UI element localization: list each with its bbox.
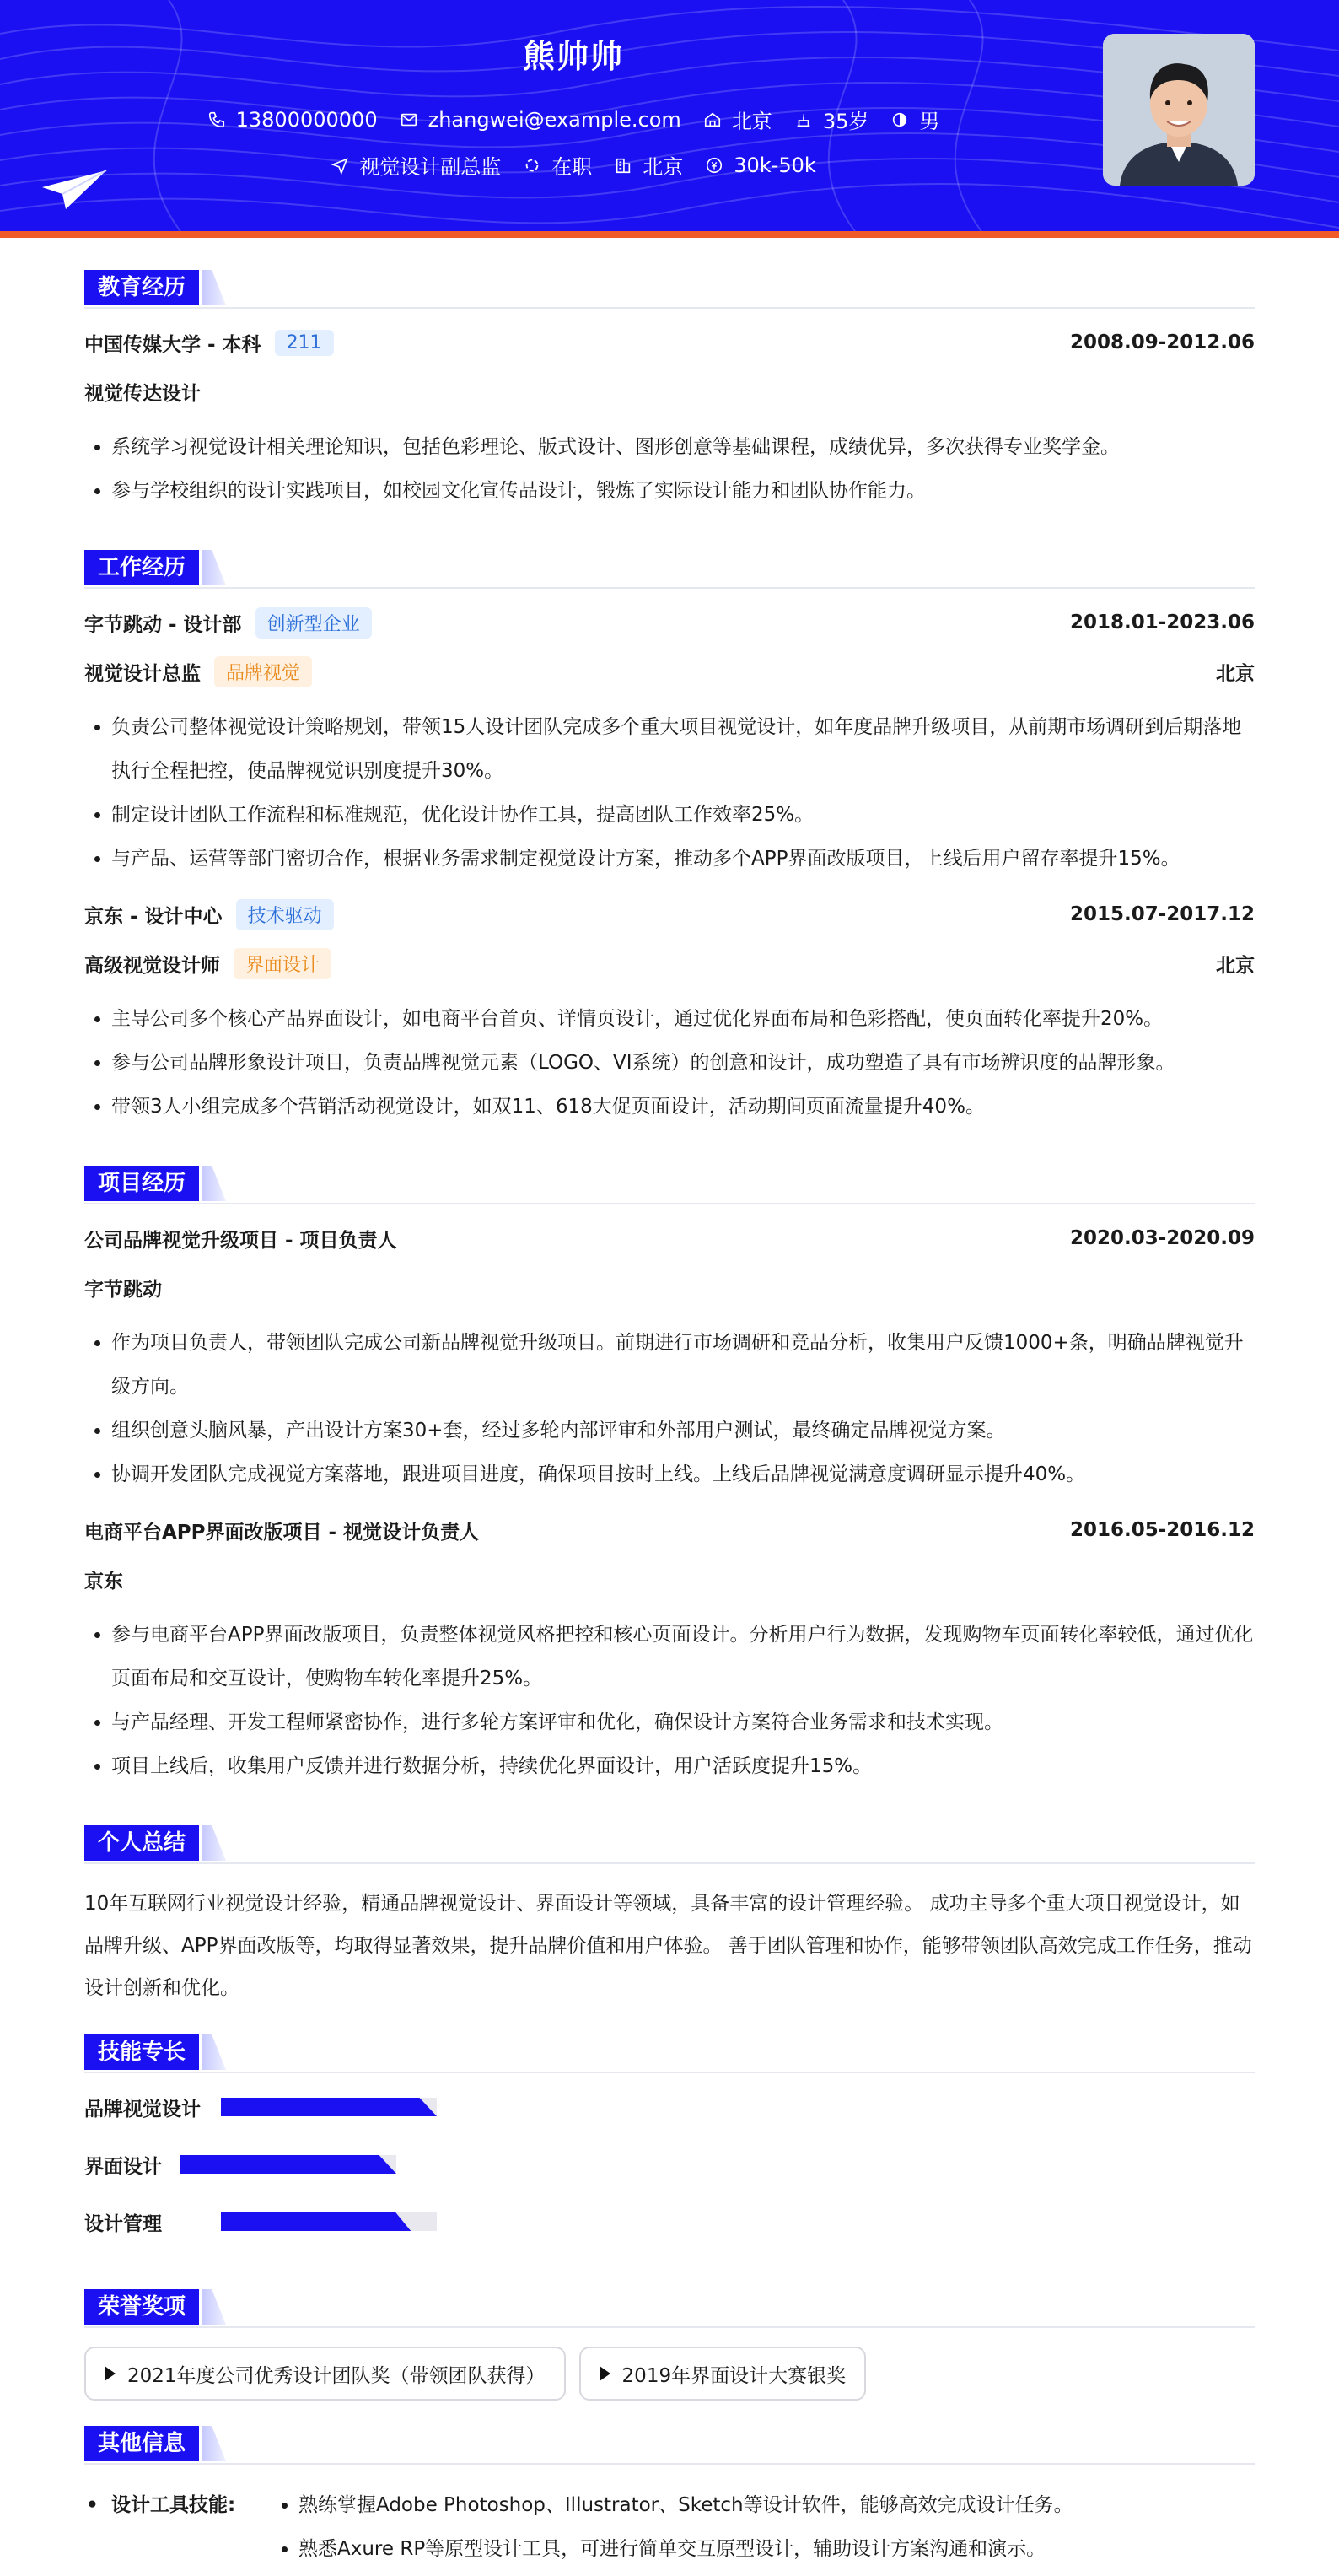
contact-row <box>0 105 1147 134</box>
phone-text: 13800000000 <box>235 107 378 132</box>
gender-icon <box>890 110 909 129</box>
list-item: • 系统学习视觉设计相关理论知识，包括色彩理论、版式设计、图形创意等基础课程，成绩优异，多次获得专业奖学金。 <box>111 425 1255 469</box>
company-tag: 创新型企业 <box>255 607 372 639</box>
job-date: 2015.07-2017.12 <box>1069 903 1255 925</box>
skill-bar-fill <box>180 2155 396 2174</box>
project-bullets <box>84 1613 1255 1788</box>
project-row <box>84 1223 1255 1253</box>
salary-icon <box>705 156 723 175</box>
awards-section <box>84 2289 1255 2401</box>
skill-item <box>84 2207 683 2237</box>
paper-plane-icon <box>40 169 108 211</box>
list-item: • 协调开发团队完成视觉方案落地，跟进项目进度，确保项目按时上线。上线后品牌视觉满意度调研显示提升40%。 <box>111 1452 1255 1496</box>
project-bullets <box>84 1321 1255 1496</box>
project-org: 字节跳动 <box>84 1278 162 1301</box>
phone-info <box>207 108 378 132</box>
role-tag: 界面设计 <box>234 948 331 979</box>
section-title-tail <box>202 2289 226 2325</box>
section-title-other: 其他信息 <box>84 2426 199 2461</box>
project-date: 2020.03-2020.09 <box>1069 1227 1255 1249</box>
job-role: 高级视觉设计师 <box>84 954 220 977</box>
section-header <box>84 2426 1255 2465</box>
school-tag: 211 <box>275 330 334 356</box>
project-row <box>84 1515 1255 1545</box>
company-tag: 技术驱动 <box>236 899 334 930</box>
city-info <box>703 105 772 134</box>
salary-info <box>705 154 816 177</box>
section-header <box>84 270 1255 309</box>
major: 视觉传达设计 <box>84 382 201 405</box>
position-info <box>331 150 501 180</box>
section-title-tail <box>202 1166 226 1201</box>
other-section <box>84 2426 1255 2571</box>
project-section <box>84 1166 1255 1788</box>
salary-text: 30k-50k <box>734 153 816 177</box>
tool-skills-label: • 设计工具技能: <box>84 2483 272 2571</box>
section-title-tail <box>202 2426 226 2461</box>
position-text: 视觉设计副总监 <box>359 155 502 179</box>
list-item: • 参与电商平台APP界面改版项目，负责整体视觉风格把控和核心页面设计。分析用户行为数据，发现购物车页面转化率较低，通过优化页面布局和交互设计，使购物车转化率提升25%。 <box>111 1613 1255 1700</box>
project-name: 电商平台APP界面改版项目 - 视觉设计负责人 <box>84 1521 480 1544</box>
job-role: 视觉设计总监 <box>84 662 201 685</box>
section-title-tail <box>202 1825 226 1861</box>
age-icon <box>794 110 813 129</box>
avatar <box>1103 34 1255 186</box>
play-triangle-icon <box>600 2366 610 2381</box>
building-icon <box>614 156 632 175</box>
list-item: • 主导公司多个核心产品界面设计，如电商平台首页、详情页设计，通过优化界面布局和色彩搭配，使页面转化率提升20%。 <box>111 997 1255 1041</box>
avatar-portrait <box>1103 34 1255 186</box>
skill-item <box>84 2092 683 2122</box>
resume-body <box>84 270 1255 2571</box>
role-tag: 品牌视觉 <box>214 656 312 687</box>
skill-bar <box>221 2212 437 2231</box>
summary-section <box>84 1825 1255 2009</box>
project-date: 2016.05-2016.12 <box>1069 1519 1255 1541</box>
section-title-tail <box>202 2034 226 2070</box>
job-date: 2018.01-2023.06 <box>1069 612 1255 633</box>
job-company-row <box>84 899 1255 930</box>
work-city-info <box>614 150 683 180</box>
city-text: 北京 <box>731 110 772 133</box>
award-text: 2021年度公司优秀设计团队奖（带领团队获得） <box>127 2364 546 2387</box>
award-chip <box>84 2347 566 2401</box>
home-icon <box>703 110 722 129</box>
status-info <box>523 150 592 180</box>
gender-info <box>890 105 939 134</box>
tool-skills <box>84 2483 1255 2571</box>
company-name: 京东 - 设计中心 <box>84 905 223 928</box>
skills-list <box>84 2092 1255 2264</box>
section-title-tail <box>202 270 226 305</box>
gender-text: 男 <box>919 110 940 133</box>
list-item: • 带领3人小组完成多个营销活动视觉设计，如双11、618大促页面设计，活动期间页面流量提升40%。 <box>111 1085 1255 1129</box>
job-city: 北京 <box>1216 954 1255 977</box>
section-title-projects: 项目经历 <box>84 1166 199 1201</box>
section-title-work: 工作经历 <box>84 550 199 585</box>
send-icon <box>331 156 349 175</box>
skill-item <box>84 2149 683 2180</box>
age-info <box>794 105 869 134</box>
job-role-row <box>84 656 1255 687</box>
section-title-education: 教育经历 <box>84 270 199 305</box>
list-item: • 负责公司整体视觉设计策略规划，带领15人设计团队完成多个重大项目视觉设计，如年度品牌升级项目，从前期市场调研到后期落地执行全程把控，使品牌视觉识别度提升30%。 <box>111 705 1255 793</box>
section-title-tail <box>202 550 226 585</box>
list-item: • 制定设计团队工作流程和标准规范，优化设计协作工具，提高团队工作效率25%。 <box>111 793 1255 837</box>
skill-name: 品牌视觉设计 <box>84 2098 201 2121</box>
list-item: • 参与学校组织的设计实践项目，如校园文化宣传品设计，锻炼了实际设计能力和团队协作能力。 <box>111 469 1255 513</box>
tool-skills-list <box>272 2483 1073 2571</box>
list-item: • 项目上线后，收集用户反馈并进行数据分析，持续优化界面设计，用户活跃度提升15%。 <box>111 1744 1255 1788</box>
section-header <box>84 550 1255 589</box>
list-item: • 熟练掌握Adobe Photoshop、Illustrator、Sketch等设计软件，能够高效完成设计任务。 <box>298 2483 1073 2527</box>
list-item: • 与产品、运营等部门密切合作，根据业务需求制定视觉设计方案，推动多个APP界面改版项目，上线后用户留存率提升15%。 <box>111 837 1255 881</box>
skill-name: 设计管理 <box>84 2212 162 2235</box>
job-role-row <box>84 948 1255 978</box>
job-bullets <box>84 705 1255 881</box>
job-bullets <box>84 997 1255 1129</box>
candidate-name: 熊帅帅 <box>522 38 624 75</box>
award-text: 2019年界面设计大赛银奖 <box>621 2364 847 2387</box>
section-title-awards: 荣誉奖项 <box>84 2289 199 2325</box>
age-text: 35岁 <box>822 110 869 133</box>
email-text: zhangwei@example.com <box>428 107 681 132</box>
work-section <box>84 550 1255 1129</box>
list-item: • 与产品经理、开发工程师紧密协作，进行多轮方案评审和优化，确保设计方案符合业务需求和技术实现。 <box>111 1700 1255 1744</box>
skill-bar <box>221 2098 437 2116</box>
email-info <box>400 108 681 132</box>
list-item: • 熟悉Axure RP等原型设计工具，可进行简单交互原型设计，辅助设计方案沟通和演示。 <box>298 2527 1073 2571</box>
skill-name: 界面设计 <box>84 2155 162 2178</box>
status-text: 在职 <box>551 155 593 179</box>
list-item: • 组织创意头脑风暴，产出设计方案30+套，经过多轮内部评审和外部用户测试，最终确定品牌视觉方案。 <box>111 1409 1255 1452</box>
summary-text: 10年互联网行业视觉设计经验，精通品牌视觉设计、界面设计等领域，具备丰富的设计管理经验。 成功主导多个重大项目视觉设计，如品牌升级、APP界面改版等，均取得显著效果，提升品牌价值和用户体验。 善于团队管理和协作，能够带领团队高效完成工作任务，推动设计创新和优化。 <box>84 1893 1252 1999</box>
project-org: 京东 <box>84 1570 123 1592</box>
phone-icon <box>207 110 226 129</box>
section-header <box>84 2289 1255 2328</box>
company-name: 字节跳动 - 设计部 <box>84 613 242 636</box>
project-org-row <box>84 1272 1255 1302</box>
list-item: • 参与公司品牌形象设计项目，负责品牌视觉元素（LOGO、VI系统）的创意和设计，成功塑造了具有市场辨识度的品牌形象。 <box>111 1041 1255 1085</box>
list-item: • 作为项目负责人，带领团队完成公司新品牌视觉升级项目。前期进行市场调研和竞品分析，收集用户反馈1000+条，明确品牌视觉升级方向。 <box>111 1321 1255 1409</box>
section-header <box>84 1825 1255 1864</box>
resume-header <box>0 0 1339 238</box>
mail-icon <box>400 110 418 129</box>
skill-bar-fill <box>221 2098 437 2116</box>
section-title-skills: 技能专长 <box>84 2034 199 2070</box>
education-section <box>84 270 1255 513</box>
status-icon <box>523 156 541 175</box>
project-name: 公司品牌视觉升级项目 - 项目负责人 <box>84 1229 397 1252</box>
job-city: 北京 <box>1216 662 1255 685</box>
project-org-row <box>84 1564 1255 1594</box>
award-chip <box>579 2347 867 2401</box>
skills-section <box>84 2034 1255 2264</box>
skill-bar <box>180 2155 396 2174</box>
education-date: 2008.09-2012.06 <box>1069 331 1255 353</box>
awards-list <box>84 2347 1255 2401</box>
school-name: 中国传媒大学 - 本科 <box>84 333 261 356</box>
play-triangle-icon <box>105 2366 116 2381</box>
education-bullets <box>84 425 1255 513</box>
job-intent-row <box>0 150 1147 180</box>
work-city-text: 北京 <box>643 155 684 179</box>
education-row <box>84 327 1255 358</box>
section-title-summary: 个人总结 <box>84 1825 199 1861</box>
major-row <box>84 376 1255 407</box>
section-header <box>84 1166 1255 1204</box>
section-header <box>84 2034 1255 2073</box>
job-company-row <box>84 607 1255 638</box>
skill-bar-fill <box>221 2212 411 2231</box>
